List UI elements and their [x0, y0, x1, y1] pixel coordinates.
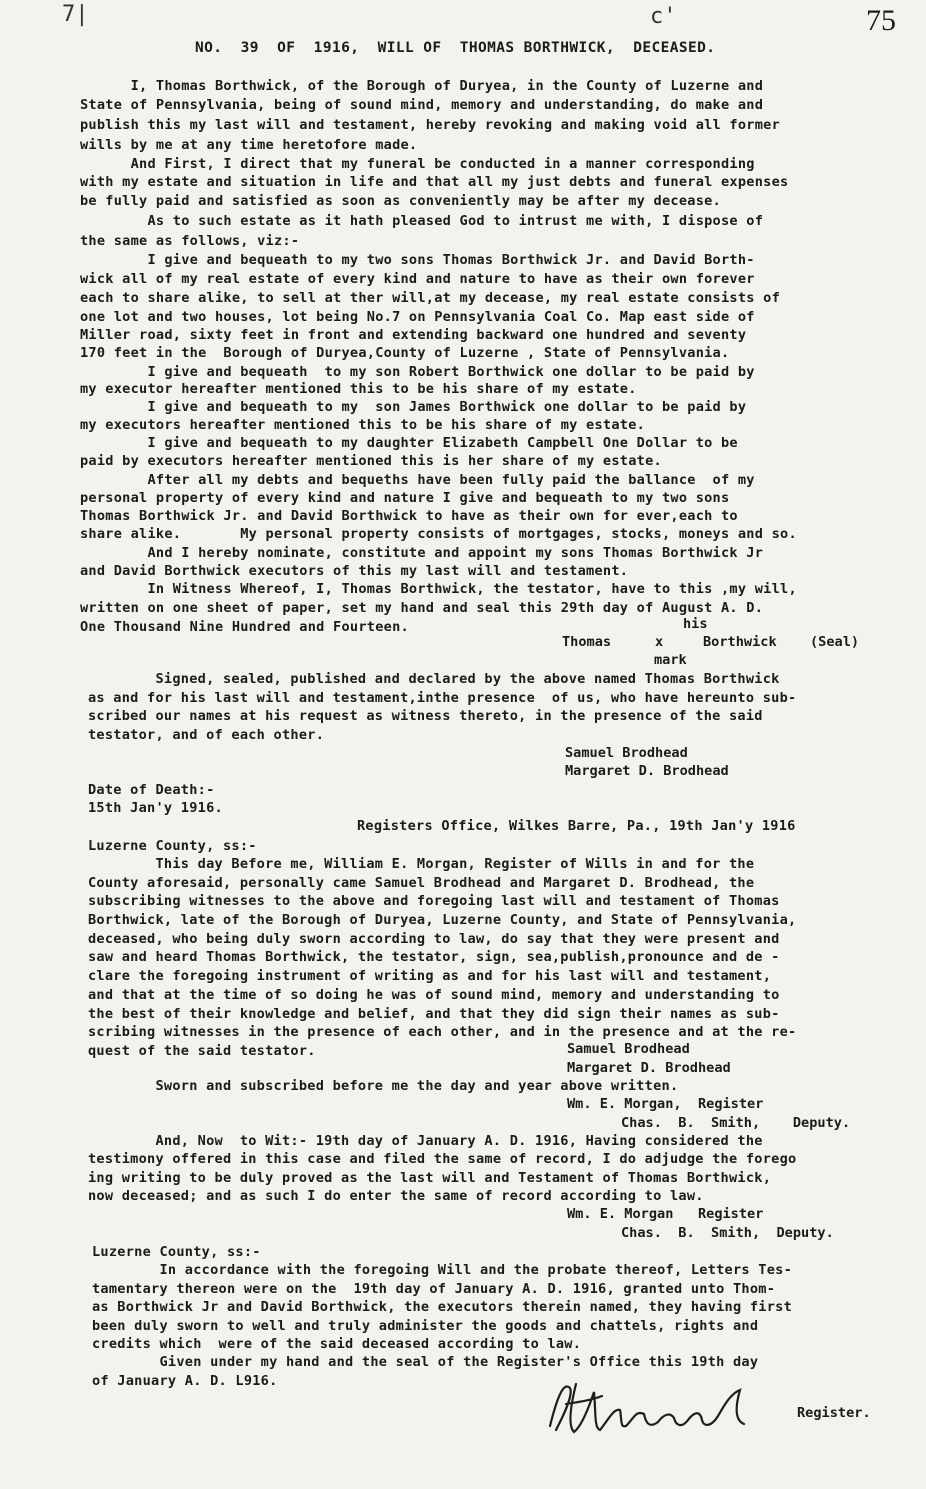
letters-text-line: been duly sworn to well and truly administer the goods and chattels, rights and — [92, 1318, 759, 1334]
will-text-line: one lot and two houses, lot being No.7 on Pennsylvania Coal Co. Map east side of — [80, 309, 755, 325]
letters-text-line: credits which were of the said deceased according to law. — [92, 1336, 582, 1352]
adjudication-line: now deceased; and as such I do enter the same of record according to law. — [88, 1188, 704, 1204]
deputy-signature-block: Chas. B. Smith, Deputy. — [621, 1225, 834, 1241]
letters-text-line: Given under my hand and the seal of the Register's Office this 19th day — [92, 1354, 759, 1370]
will-text-line: And I hereby nominate, constitute and appoint my sons Thomas Borthwick Jr — [80, 545, 764, 561]
will-text-line: with my estate and situation in life and that all my just debts and funeral expenses — [80, 174, 789, 190]
probate-witness-signature: Samuel Brodhead — [567, 1041, 690, 1057]
date-of-death-value: 15th Jan'y 1916. — [88, 800, 223, 816]
register-signature-block: Wm. E. Morgan Register — [567, 1206, 764, 1222]
will-text-line: the same as follows, viz:- — [80, 233, 300, 249]
probate-text-line: saw and heard Thomas Borthwick, the testator, sign, sea,publish,pronounce and de - — [88, 949, 780, 965]
probate-text-line: the best of their knowledge and belief, and that they did sign their names as sub- — [88, 1006, 780, 1022]
testator-mark-label: mark — [654, 652, 687, 668]
will-text-line: I give and bequeath to my daughter Elizabeth Campbell One Dollar to be — [80, 435, 738, 451]
will-text-line: publish this my last will and testament, hereby revoking and making void all former — [80, 117, 781, 133]
will-text-line: my executors hereafter mentioned this to be his share of my estate. — [80, 417, 646, 433]
will-text-line: be fully paid and satisfied as soon as conveniently may be after my decease. — [80, 193, 721, 209]
letters-text-line: tamentary thereon were on the 19th day of January A. D. 1916, granted unto Thom- — [92, 1281, 776, 1297]
sworn-statement: Sworn and subscribed before me the day and year above written. — [88, 1078, 679, 1094]
corner-mark-left: 7| — [62, 2, 89, 27]
will-text-line: As to such estate as it hath pleased God to intrust me with, I dispose of — [80, 213, 764, 229]
letters-text-line: In accordance with the foregoing Will and the probate thereof, Letters Tes- — [92, 1262, 793, 1278]
probate-text-line: deceased, who being duly sworn according to law, do say that they were present and — [88, 931, 780, 947]
will-text-line: And First, I direct that my funeral be conducted in a manner corresponding — [80, 156, 755, 172]
attestation-line: testator, and of each other. — [88, 727, 325, 743]
will-text-line: In Witness Whereof, I, Thomas Borthwick, the testator, have to this ,my will, — [80, 581, 797, 597]
probate-text-line: clare the foregoing instrument of writing as and for his last will and testament, — [88, 968, 772, 984]
probate-text-line: scribing witnesses in the presence of each other, and in the presence and at the re- — [88, 1024, 797, 1040]
will-text-line: wills by me at any time heretofore made. — [80, 137, 418, 153]
witness-signature: Samuel Brodhead — [565, 745, 688, 761]
letters-text-line: of January A. D. L916. — [92, 1373, 278, 1389]
document-header: NO. 39 OF 1916, WILL OF THOMAS BORTHWICK, DECEASED. — [195, 40, 716, 56]
deputy-signature-block: Chas. B. Smith, Deputy. — [621, 1115, 851, 1131]
will-text-line: One Thousand Nine Hundred and Fourteen. — [80, 619, 409, 635]
page-number: 75 — [866, 4, 896, 37]
probate-text-line: Borthwick, late of the Borough of Duryea, Luzerne County, and State of Pennsylvania, — [88, 912, 797, 928]
adjudication-line: ing writing to be duly proved as the last will and Testament of Thomas Borthwick, — [88, 1170, 772, 1186]
letters-county-line: Luzerne County, ss:- — [92, 1244, 261, 1260]
register-signature-block: Wm. E. Morgan, Register — [567, 1096, 764, 1112]
will-text-line: wick all of my real estate of every kind and nature to have as their own forever — [80, 271, 755, 287]
attestation-line: as and for his last will and testament,inthe presence of us, who have hereunto sub- — [88, 690, 797, 706]
will-text-line: 170 feet in the Borough of Duryea,County of Luzerne , State of Pennsylvania. — [80, 345, 730, 361]
will-text-line: my executor hereafter mentioned this to be his share of my estate. — [80, 381, 637, 397]
will-text-line: State of Pennsylvania, being of sound mind, memory and understanding, do make and — [80, 97, 764, 113]
probate-text-line: and that at the time of so doing he was of sound mind, memory and understanding to — [88, 987, 780, 1003]
adjudication-line: testimony offered in this case and filed the same of record, I do adjudge the forego — [88, 1151, 797, 1167]
testator-first-name: Thomas — [562, 634, 612, 650]
attestation-line: Signed, sealed, published and declared by the above named Thomas Borthwick — [88, 671, 780, 687]
corner-mark-center: c' — [650, 4, 677, 29]
testator-last-name: Borthwick — [703, 634, 777, 650]
probate-text-line: subscribing witnesses to the above and foregoing last will and testament of Thomas — [88, 893, 780, 909]
will-text-line: and David Borthwick executors of this my last will and testament. — [80, 563, 629, 579]
letters-text-line: as Borthwick Jr and David Borthwick, the executors therein named, they having first — [92, 1299, 793, 1315]
testator-mark-x: x — [655, 634, 664, 650]
testator-mark-his: his — [683, 616, 708, 632]
will-text-line: personal property of every kind and nature I give and bequeath to my two sons — [80, 490, 730, 506]
register-label: Register. — [797, 1405, 871, 1421]
will-text-line: I, Thomas Borthwick, of the Borough of Duryea, in the County of Luzerne and — [80, 78, 764, 94]
register-signature-graphic — [530, 1374, 780, 1444]
registers-office-line: Registers Office, Wilkes Barre, Pa., 19th Jan'y 1916 — [357, 818, 796, 834]
testator-seal: (Seal) — [810, 634, 860, 650]
adjudication-line: And, Now to Wit:- 19th day of January A. D. 1916, Having considered the — [88, 1133, 763, 1149]
will-text-line: I give and bequeath to my son James Borthwick one dollar to be paid by — [80, 399, 747, 415]
attestation-line: scribed our names at his request as witness thereto, in the presence of the said — [88, 708, 763, 724]
witness-signature: Margaret D. Brodhead — [565, 763, 729, 779]
will-text-line: Thomas Borthwick Jr. and David Borthwick to have as their own for ever,each to — [80, 508, 738, 524]
will-text-line: each to share alike, to sell at ther will,at my decease, my real estate consists of — [80, 290, 781, 306]
will-text-line: paid by executors hereafter mentioned this is her share of my estate. — [80, 453, 662, 469]
probate-witness-signature: Margaret D. Brodhead — [567, 1060, 731, 1076]
probate-text-line: County aforesaid, personally came Samuel Brodhead and Margaret D. Brodhead, the — [88, 875, 755, 891]
will-text-line: After all my debts and bequeths have been fully paid the ballance of my — [80, 472, 755, 488]
probate-text-line: quest of the said testator. — [88, 1043, 316, 1059]
will-text-line: Miller road, sixty feet in front and extending backward one hundred and seventy — [80, 327, 747, 343]
date-of-death-label: Date of Death:- — [88, 782, 215, 798]
will-text-line: share alike. My personal property consists of mortgages, stocks, moneys and so. — [80, 526, 797, 542]
will-text-line: I give and bequeath to my two sons Thomas Borthwick Jr. and David Borth- — [80, 252, 755, 268]
probate-text-line: This day Before me, William E. Morgan, Register of Wills in and for the — [88, 856, 755, 872]
probate-county-line: Luzerne County, ss:- — [88, 838, 257, 854]
will-text-line: written on one sheet of paper, set my hand and seal this 29th day of August A. D. — [80, 600, 764, 616]
will-text-line: I give and bequeath to my son Robert Borthwick one dollar to be paid by — [80, 364, 755, 380]
